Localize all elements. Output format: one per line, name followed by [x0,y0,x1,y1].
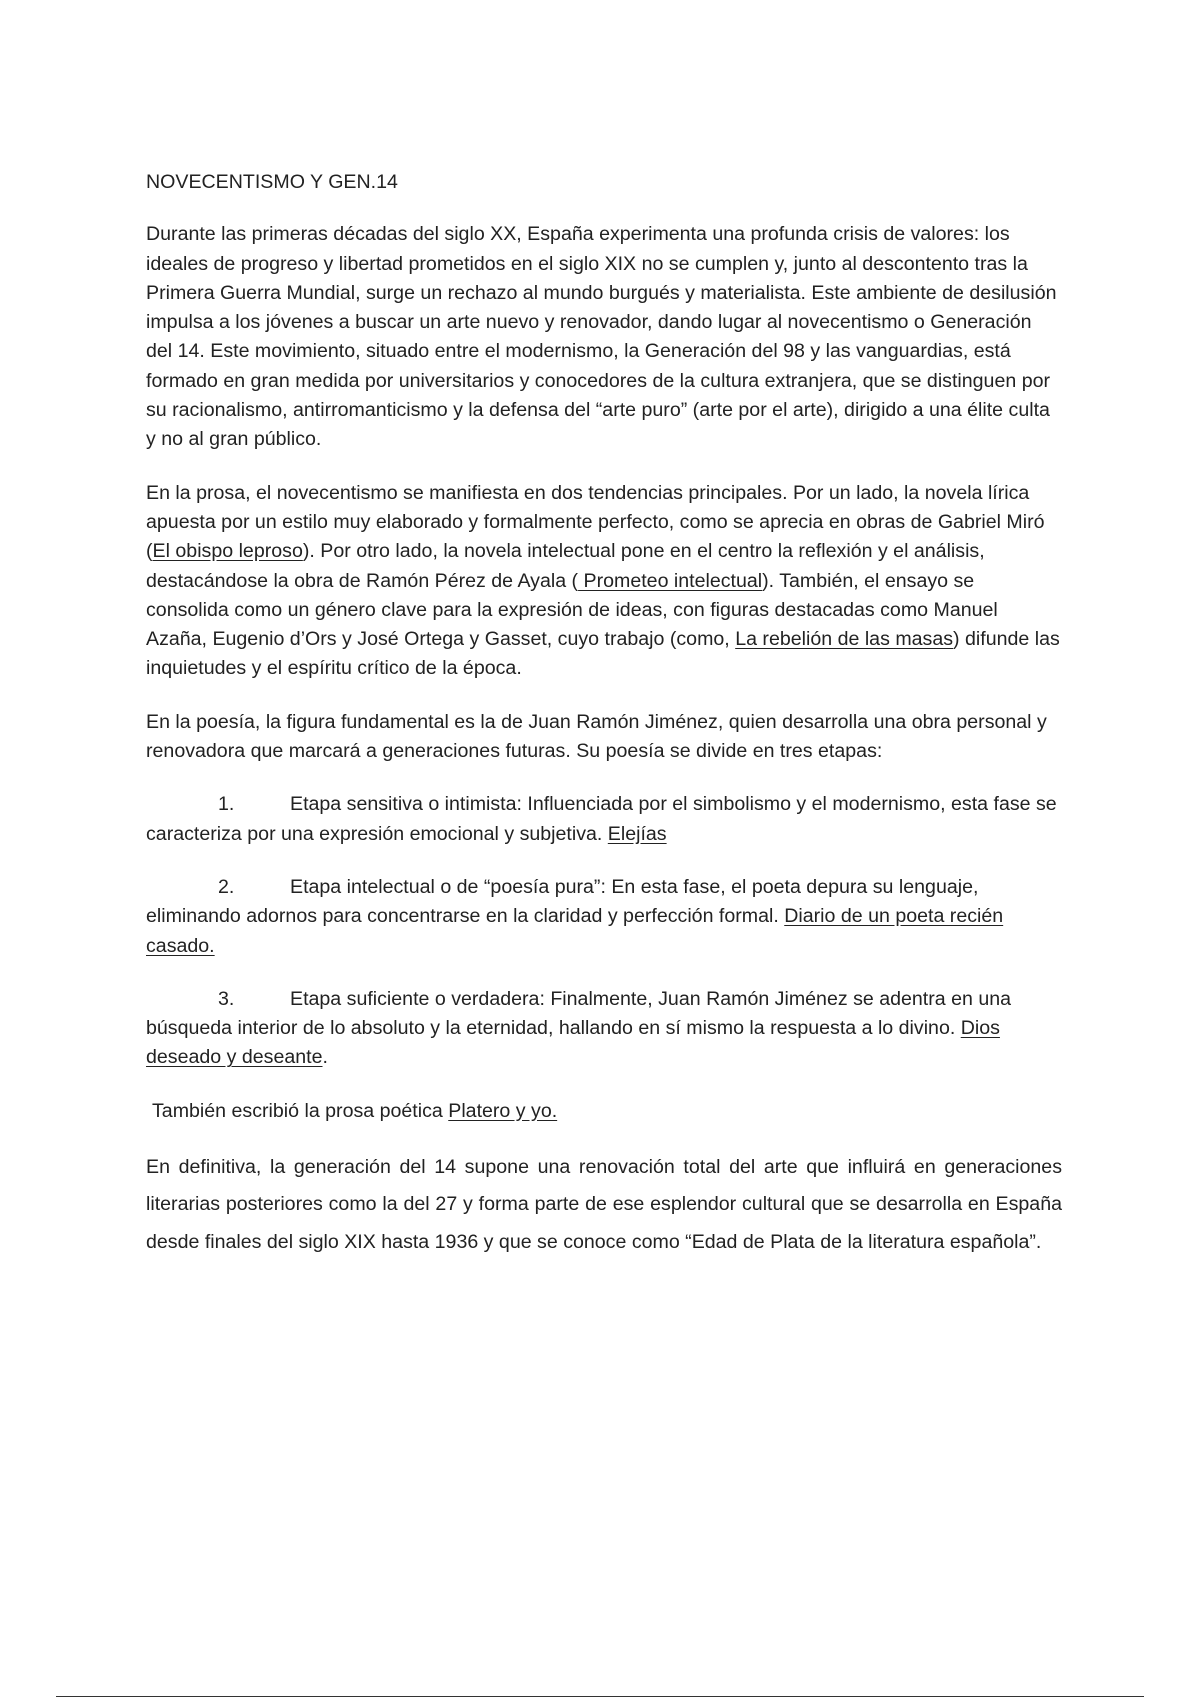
prose-text-3: ). También, el ensayo se consolida como un género clave para la expresión de ideas, con figuras destacadas como Manuel Azaña, Eugenio d’Ors y José Ortega y Gasset, cuyo trabajo (como, [146,569,998,651]
stage-text: Etapa intelectual o de “poesía pura”: En esta fase, el poeta depura su lenguaje, eliminando adornos para concentrarse en la claridad y perfección formal. [146,875,979,928]
list-item [146,985,1062,1073]
stage-number: 2. [218,875,235,898]
document-body [146,168,1062,1261]
stages-list [146,790,1062,1072]
stage-number: 3. [218,987,235,1010]
poetic-prose-paragraph [152,1097,1062,1126]
stage-text: Etapa suficiente o verdadera: Finalmente, Juan Ramón Jiménez se adentra en una búsqueda interior de lo absoluto y la eternidad, hallando en sí mismo la respuesta a lo divino. [146,987,1012,1040]
work-title-rebelion-masas: La rebelión de las masas [735,628,954,651]
list-item [146,873,1062,961]
prose-text-2: ). Por otro lado, la novela intelectual pone en el centro la reflexión y el análisis, destacándose la obra de Ramón Pérez de Ayala ( [146,540,985,592]
work-title-obispo-leproso: El obispo leproso [152,540,303,563]
work-title-platero: Platero y yo. [448,1099,558,1122]
stage-text: Etapa sensitiva o intimista: Influenciada por el simbolismo y el modernismo, esta fase se caracteriza por una expresión emocional y subjetiva. [146,793,1057,845]
stage-work-title: Dios deseado y deseante [146,1017,1000,1069]
prose-text-1: En la prosa, el novecentismo se manifiesta en dos tendencias principales. Por un lado, la novela lírica apuesta por un estilo muy elaborado y formalmente perfecto, como se aprecia en obras de Gabriel Miró ( [146,481,1045,563]
page-divider [56,1696,1144,1697]
prose-paragraph [146,479,1062,684]
document-title: NOVECENTISMO Y GEN.14 [146,171,398,193]
work-title-prometeo: Prometeo intelectual [578,569,763,592]
poetry-intro-paragraph: En la poesía, la figura fundamental es la de Juan Ramón Jiménez, quien desarrolla una obra personal y renovadora que marcará a generaciones futuras. Su poesía se divide en tres etapas: [146,710,1047,763]
conclusion-paragraph: En definitiva, la generación del 14 supone una renovación total del arte que influirá en generaciones literarias posteriores como la del 27 y forma parte de ese esplendor cultural que se desarrolla en España desde finales del siglo XIX hasta 1936 y que se conoce como “Edad de Plata de la literatura española”. [146,1156,1062,1253]
stage-tail: . [322,1046,328,1069]
prose-text-4: ) difunde las inquietudes y el espíritu crítico de la época. [146,628,1060,680]
stage-number: 1. [218,793,235,816]
poetic-prose-text: También escribió la prosa poética [152,1099,449,1122]
intro-paragraph: Durante las primeras décadas del siglo XX, España experimenta una profunda crisis de valores: los ideales de progreso y libertad prometidos en el siglo XIX no se cumplen y, junto al descontento tras la Primera Guerra Mundial, surge un rechazo al mundo burgués y materialista. Este ambiente de desilusión impulsa a los jóvenes a buscar un arte nuevo y renovador, dando lugar al novecentismo o Generación del 14. Este movimiento, situado entre el modernismo, la Generación del 98 y las vanguardias, está formado en gran medida por universitarios y conocedores de la cultura extranjera, que se distinguen por su racionalismo, antirromanticismo y la defensa del “arte puro” (arte por el arte), dirigido a una élite culta y no al gran público. [146,223,1057,451]
stage-work-title: Elejías [607,822,667,845]
list-item [146,790,1062,849]
stage-work-title: Diario de un poeta recién casado. [146,905,1004,957]
